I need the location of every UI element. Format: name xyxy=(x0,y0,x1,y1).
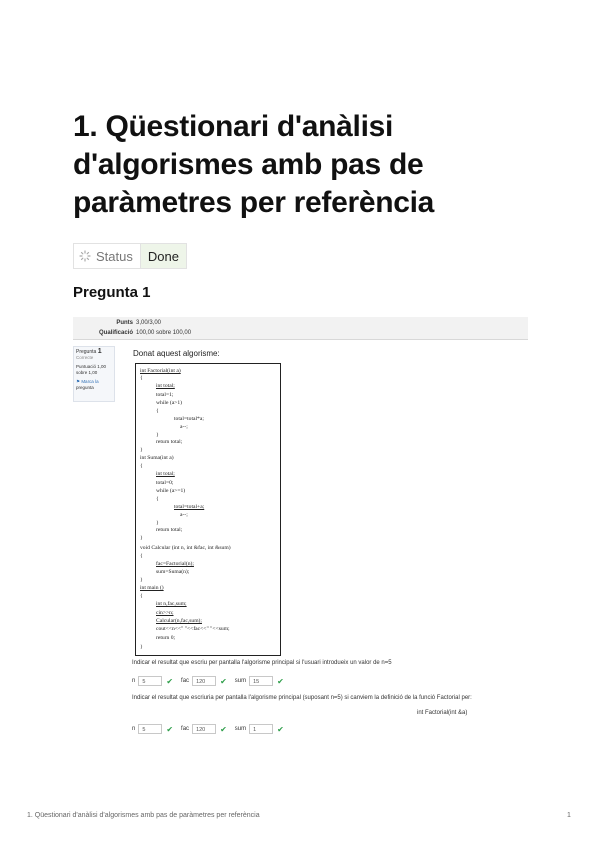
check-icon: ✔ xyxy=(166,724,174,734)
question-info-panel xyxy=(73,346,115,402)
answer-label-fac: fac xyxy=(181,726,190,732)
answer-input-n[interactable]: 5 xyxy=(138,724,162,734)
answer-input-fac[interactable]: 120 xyxy=(192,724,216,734)
answer-input-n[interactable]: 5 xyxy=(138,676,162,686)
code-line: total=0; xyxy=(156,480,174,486)
code-line: Calcular(n,fac,sum); xyxy=(156,618,202,624)
answer-input-fac[interactable]: 120 xyxy=(192,676,216,686)
code-image xyxy=(135,363,281,656)
footer-page-number: 1 xyxy=(567,812,571,819)
status-key xyxy=(74,244,140,268)
code-line: } xyxy=(156,520,159,526)
code-line: sum=Suma(n); xyxy=(156,569,190,575)
code-line: int n,fac,sum; xyxy=(156,601,187,607)
answer-row-1 xyxy=(132,675,292,687)
code-line: while (a>=1) xyxy=(156,488,186,494)
code-line: { xyxy=(140,593,143,599)
code-line: return total; xyxy=(156,439,183,445)
question-prompt: Donat aquest algorisme: xyxy=(133,349,220,358)
answer-label-sum: sum xyxy=(234,678,247,684)
grade-value: 100,00 sobre 100,00 xyxy=(136,330,192,336)
code-line: total=1; xyxy=(156,392,174,398)
points-value: 3,00/3,00 xyxy=(136,320,162,326)
answer-row-2 xyxy=(132,723,292,735)
question-state: Correcte xyxy=(76,355,94,360)
code-line: a--; xyxy=(180,512,188,518)
code-line: { xyxy=(140,553,143,559)
code-line: while (a>1) xyxy=(156,400,182,406)
grade-row xyxy=(73,328,528,338)
check-icon: ✔ xyxy=(220,676,227,686)
spinner-icon xyxy=(79,250,91,262)
code-line: cin>>n; xyxy=(156,610,174,616)
code-line: return 0; xyxy=(156,635,176,641)
code-line: int Suma(int a) xyxy=(140,455,174,461)
flag-line-2: pregunta xyxy=(76,385,94,390)
code-line: { xyxy=(156,496,159,502)
code-line: int Factorial(int a) xyxy=(140,368,181,374)
points-row xyxy=(73,318,528,328)
check-icon: ✔ xyxy=(220,724,227,734)
code-line: { xyxy=(140,375,143,381)
question-score-1: Puntuació 1,00 xyxy=(76,364,107,369)
answer-input-sum[interactable]: 1 xyxy=(249,724,273,734)
quiz-grade-header xyxy=(73,317,528,340)
code-line: fac=Factorial(n); xyxy=(156,561,194,567)
code-line: } xyxy=(140,447,143,453)
code-line: } xyxy=(140,644,143,650)
question-number-value: 1 xyxy=(97,348,102,355)
question-number-label: Pregunta xyxy=(76,349,97,355)
instruction-2-code: int Factorial(int &a) xyxy=(417,710,468,716)
code-line: a--; xyxy=(180,424,188,430)
question-score-2: sobre 1,00 xyxy=(76,370,98,375)
code-line: void Calcular (int n, int &fac, int &sum) xyxy=(140,545,231,551)
code-line: { xyxy=(140,463,143,469)
code-line: } xyxy=(140,535,143,541)
code-line: int total; xyxy=(156,471,175,477)
code-line: } xyxy=(140,577,143,583)
check-icon: ✔ xyxy=(277,676,284,686)
footer-title: 1. Qüestionari d'anàlisi d'algorismes amb pas de paràmetres per referència xyxy=(27,812,260,819)
code-line: int main () xyxy=(140,585,164,591)
check-icon: ✔ xyxy=(166,676,174,686)
code-line: int total; xyxy=(156,383,175,389)
status-label: Status xyxy=(96,248,133,264)
code-line: total=total+a; xyxy=(174,504,205,510)
code-line: } xyxy=(156,432,159,438)
page-title: 1. Qüestionari d'anàlisi d'algorismes amb pas de paràmetres per referència xyxy=(73,110,435,219)
status-value: Done xyxy=(140,244,186,268)
code-line: return total; xyxy=(156,527,183,533)
code-line: { xyxy=(156,408,159,414)
flag-icon: ⚑ xyxy=(76,379,81,384)
check-icon: ✔ xyxy=(277,724,284,734)
answer-input-sum[interactable]: 15 xyxy=(249,676,273,686)
status-property xyxy=(73,243,187,269)
answer-label-sum: sum xyxy=(234,726,247,732)
flag-line-1: Marca la xyxy=(81,379,99,384)
grade-label: Qualificació xyxy=(98,330,133,336)
code-line: cout<<n<<" "<<fac<<" "<<sum; xyxy=(156,626,230,632)
section-title: Pregunta 1 xyxy=(73,284,151,301)
answer-label-n: n xyxy=(132,678,136,684)
instruction-2: Indicar el resultat que escriuria per pantalla l'algorisme principal (suposant n=5) si canviem la definició de la funció Factorial per: xyxy=(132,695,472,701)
instruction-1: Indicar el resultat que escriu per pantalla l'algorisme principal si l'usuari introdueix un valor de n=5 xyxy=(132,660,392,666)
points-label: Punts xyxy=(116,320,133,326)
answer-label-n: n xyxy=(132,726,136,732)
code-line: total=total*a; xyxy=(174,416,204,422)
answer-label-fac: fac xyxy=(181,678,190,684)
